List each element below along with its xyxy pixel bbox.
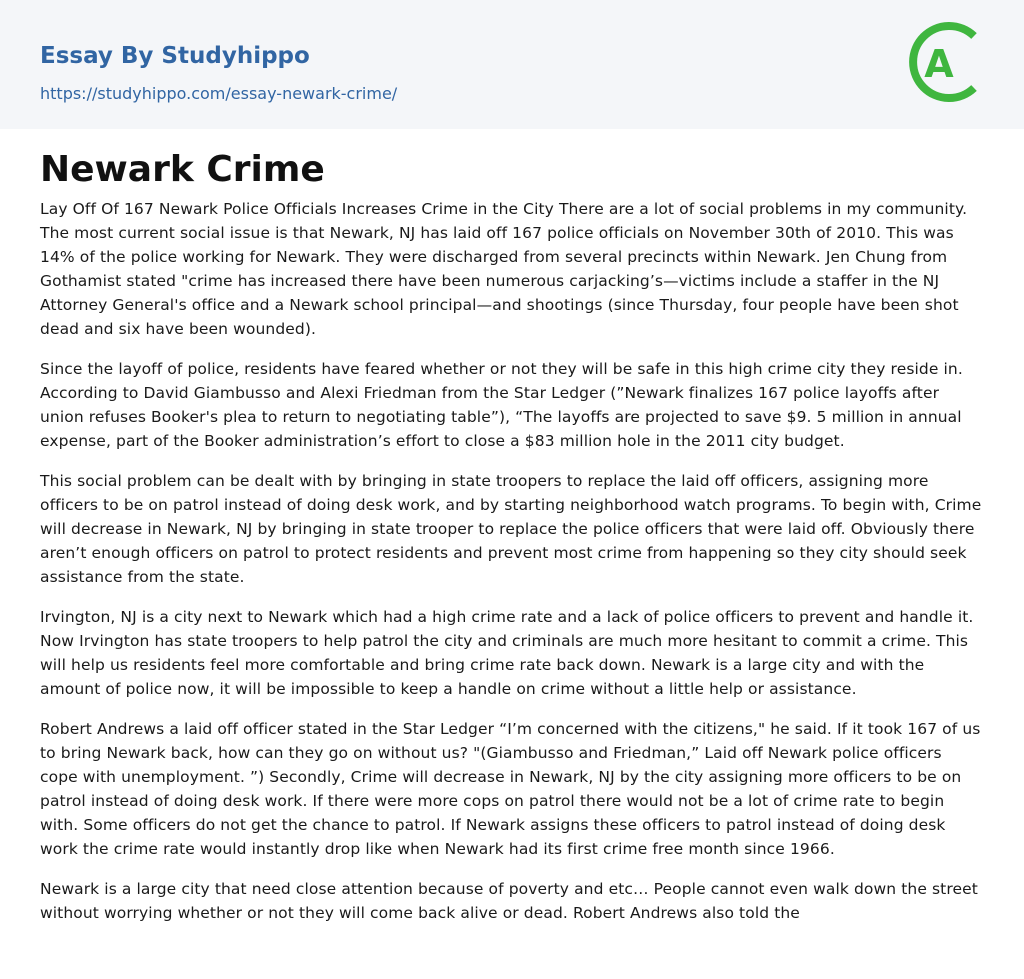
article-body — [0, 129, 1024, 925]
paragraph-2: Since the layoff of police, residents have feared whether or not they will be safe in this high crime city they reside in. According to David Giambusso and Alexi Friedman from the Star Ledger (”Newark finalizes 167 police layoffs after union refuses Booker's plea to return to negotiating table”), “The layoffs are projected to save $9. 5 million in annual expense, part of the Booker administration’s effort to close a $83 million hole in the 2011 city budget. — [40, 360, 963, 450]
paragraph-6: Newark is a large city that need close attention because of poverty and etc… People cannot even walk down the street without worrying whether or not they will come back alive or dead. Robert Andrews also told the — [40, 880, 978, 922]
paragraph-1: Lay Off Of 167 Newark Police Officials Increases Crime in the City There are a lot of social problems in my community. The most current social issue is that Newark, NJ has laid off 167 police officials on November 30th of 2010. This was 14% of the police working for Newark. They were discharged from several precincts within Newark. Jen Chung from Gothamist stated "crime has increased there have been numerous carjacking’s—victims include a staffer in the NJ Attorney General's office and a Newark school principal—and shootings (since Thursday, four people have been shot dead and six have been wounded). — [40, 200, 968, 338]
paragraph-3: This social problem can be dealt with by bringing in state troopers to replace the laid off officers, assigning more officers to be on patrol instead of doing desk work, and by starting neighborhood watch programs. To begin with, Crime will decrease in Newark, NJ by bringing in state trooper to replace the police officers that were laid off. Obviously there aren’t enough officers on patrol to protect residents and prevent most crime from happening so they city should seek assistance from the state. — [40, 472, 982, 586]
essay-url-link[interactable]: https://studyhippo.com/essay-newark-crime/ — [40, 84, 398, 103]
site-header — [0, 0, 1024, 129]
paragraph-4: Irvington, NJ is a city next to Newark which had a high crime rate and a lack of police officers to prevent and handle it. Now Irvington has state troopers to help patrol the city and criminals are much more hesitant to commit a crime. This will help us residents feel more comfortable and bring crime rate back down. Newark is a large city and with the amount of police now, it will be impossible to keep a handle on crime without a little help or assistance. — [40, 608, 974, 698]
brand-title[interactable]: Essay By Studyhippo — [40, 43, 310, 69]
studyhippo-logo-icon[interactable] — [908, 18, 988, 106]
paragraph-5: Robert Andrews a laid off officer stated in the Star Ledger “I’m concerned with the citizens," he said. If it took 167 of us to bring Newark back, how can they go on without us? "(Giambusso and Friedman,” Laid off Newark police officers cope with unemployment. ”) Secondly, Crime will decrease in Newark, NJ by the city assigning more officers to be on patrol instead of doing desk work. If there were more cops on patrol there would not be a lot of crime rate to begin with. Some officers do not get the chance to patrol. If Newark assigns these officers to patrol instead of doing desk work the crime rate would instantly drop like when Newark had its first crime free month since 1966. — [40, 720, 981, 858]
logo-letter: A — [924, 42, 954, 86]
page-title: Newark Crime — [40, 149, 325, 190]
